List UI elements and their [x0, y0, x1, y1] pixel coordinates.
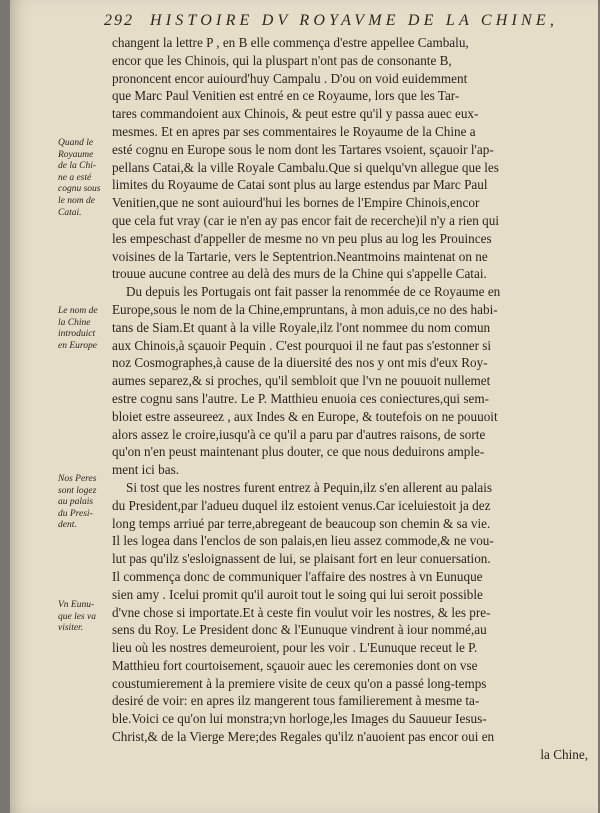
text-line: noz Cosmographes,à cause de la diuersité des nos y ont mis d'eux Roy- [112, 355, 488, 371]
text-line: long temps arriué par terre,abregeant de beaucoup son chemin & sa vie. [112, 515, 491, 531]
text-line: prononcent encor auiourd'huy Campalu . D'ou on void euidemment [112, 70, 468, 86]
text-line: estre cognu sans l'autre. Le P. Matthieu enuoia ces coniectures,qui sem- [112, 390, 490, 406]
marginal-note [58, 138, 118, 219]
text-line: Du depuis les Portugais ont fait passer la renommée de ce Royaume en [126, 284, 501, 300]
text-line: du President,par l'adueu duquel ilz estoient venus.Car iceluiestoit ja dez [112, 497, 491, 513]
text-line: d'vne chose si importate.Et à ceste fin voulut voir les nostres, & les pre- [112, 604, 491, 620]
text-line: aumes separez,& si proches, qu'il sembloit que l'vn ne pouuoit nullemet [112, 373, 491, 389]
text-line: Matthieu fort courtoisement, sçauoir auec les ceremonies dont on vse [112, 657, 478, 673]
marginal-note-line: sont logez [58, 485, 97, 496]
text-line: Il les logea dans l'enclos de son palais,en lieu assez commode,& ne vou- [112, 533, 494, 549]
book-page [10, 0, 598, 813]
marginal-note [58, 600, 118, 635]
marginal-note-line: introduict [58, 329, 96, 340]
text-line: bloiet estre asseureez , aux Indes & en Europe, & toutefois on ne pouuoit [112, 408, 498, 424]
text-line: Christ,& de la Vierge Mere;des Regales qu'ilz n'auoient pas encor oui en [112, 729, 495, 745]
marginal-note-line: Le nom de [58, 306, 98, 316]
text-line: que cela fut vray (car ie n'en ay pas encor fait de recerche)il n'y a rien qui [112, 212, 499, 228]
page-number: 292 [104, 12, 134, 29]
text-line: qu'on n'en peust maintenant plus douter, ce que nous deduirons ample- [112, 444, 485, 460]
page-header [104, 12, 594, 36]
text-line: limites du Royaume de Catai sont plus au large estendus par Marc Paul [112, 177, 488, 193]
marginal-note-line: Quand le [58, 138, 94, 148]
marginal-note-line: dent. [58, 520, 77, 531]
text-line: Si tost que les nostres furent entrez à Pequin,ilz s'en allerent au palais [126, 479, 493, 495]
text-line: desiré de voir: en apres ilz mangerent tous familierement à mesme ta- [112, 693, 480, 709]
text-line: aux Chinois,à sçauoir Pequin . C'est pourquoi il ne faut pas s'estonner si [112, 337, 492, 353]
text-line: les empeschast d'appeller de mesme no vn peu plus au log les Prouinces [112, 230, 492, 246]
marginal-note-line: en Europe [58, 340, 97, 351]
marginal-note-line: Catai. [58, 207, 82, 218]
marginal-note [58, 474, 118, 532]
marginal-note-line: ne a esté [58, 172, 92, 183]
text-line: voisines de la Tartarie, vers le Septentrion.Neantmoins maintenat on ne [112, 248, 488, 264]
text-line: coustumierement à la premiere visite de ceux qu'on a passé long-temps [112, 675, 487, 691]
marginal-note-line: du Presi- [58, 508, 93, 519]
marginal-note-line: Nos Peres [58, 474, 97, 484]
text-line: Venitien,que ne sont auiourd'hui les bornes de l'Empire Chinois,encor [112, 195, 480, 211]
marginal-note-line: le nom de [58, 195, 95, 206]
text-line: sens du Roy. Le President donc & l'Eunuque vindrent à iour nommé,au [112, 622, 487, 638]
marginal-note-line: que les va [58, 611, 96, 622]
text-line: tares commandoient aux Chinois, & peut estre qu'il y passa auec eux- [112, 106, 479, 122]
text-line: tans de Siam.Et quant à la ville Royale,ilz l'ont nommee du nom comun [112, 319, 491, 335]
text-line: sien amy . Icelui promit qu'il auroit tout le soing qui lui seroit possible [112, 586, 483, 602]
marginal-note-line: visiter. [58, 623, 84, 634]
text-line: changent la lettre P , en B elle commença d'estre appellee Cambalu, [112, 35, 469, 50]
marginal-note-line: Vn Eunu- [58, 600, 95, 610]
text-line: que Marc Paul Venitien est entré en ce Royaume, lors que les Tar- [112, 88, 460, 104]
running-head: HISTOIRE DV ROYAVME DE LA CHINE, [150, 12, 559, 29]
text-line: ble.Voici ce qu'on lui monstra;vn horloge,les Images du Sauueur Iesus- [112, 711, 487, 727]
text-line: alors assez le croire,iusqu'à ce qu'il a paru par d'autres raisons, de sorte [112, 426, 486, 442]
marginal-note-line: cognu sous [58, 184, 101, 195]
text-line: Il commença donc de communiquer l'affaire des nostres à vn Eunuque [112, 568, 483, 584]
marginal-note [58, 306, 118, 352]
text-line: lut pas qu'ilz s'esloignassent de lui, se plaisant fort en leur conuersation. [112, 551, 491, 567]
text-line: trouue aucune contree au delà des murs de la Chine qui s'appelle Catai. [112, 266, 487, 282]
text-line: Europe,sous le nom de la Chine,empruntans, à mon aduis,ce no des habi- [112, 301, 498, 317]
marginal-note-line: la Chine [58, 317, 91, 328]
text-line: ment ici bas. [112, 462, 180, 478]
catchword: la Chine, [540, 746, 588, 762]
body-text [112, 34, 590, 764]
text-line: encor que les Chinois, qui la pluspart n'ont pas de consonante B, [112, 52, 452, 68]
marginal-note-line: Royaume [58, 149, 94, 160]
marginal-note-line: de la Chi- [58, 161, 96, 172]
marginal-note-line: au palais [58, 497, 94, 508]
text-line: lieu où les nostres demeuroient, pour les voir . L'Eunuque receut le P. [112, 640, 478, 656]
text-line: mesmes. Et en apres par ses commentaires le Royaume de la Chine a [112, 123, 476, 139]
text-line: esté cognu en Europe sous le nom dont les Tartares vsoient, sçauoir l'ap- [112, 141, 494, 157]
text-line: pellans Catai,& la ville Royale Cambalu.Que si quelqu'vn allegue que les [112, 159, 499, 175]
